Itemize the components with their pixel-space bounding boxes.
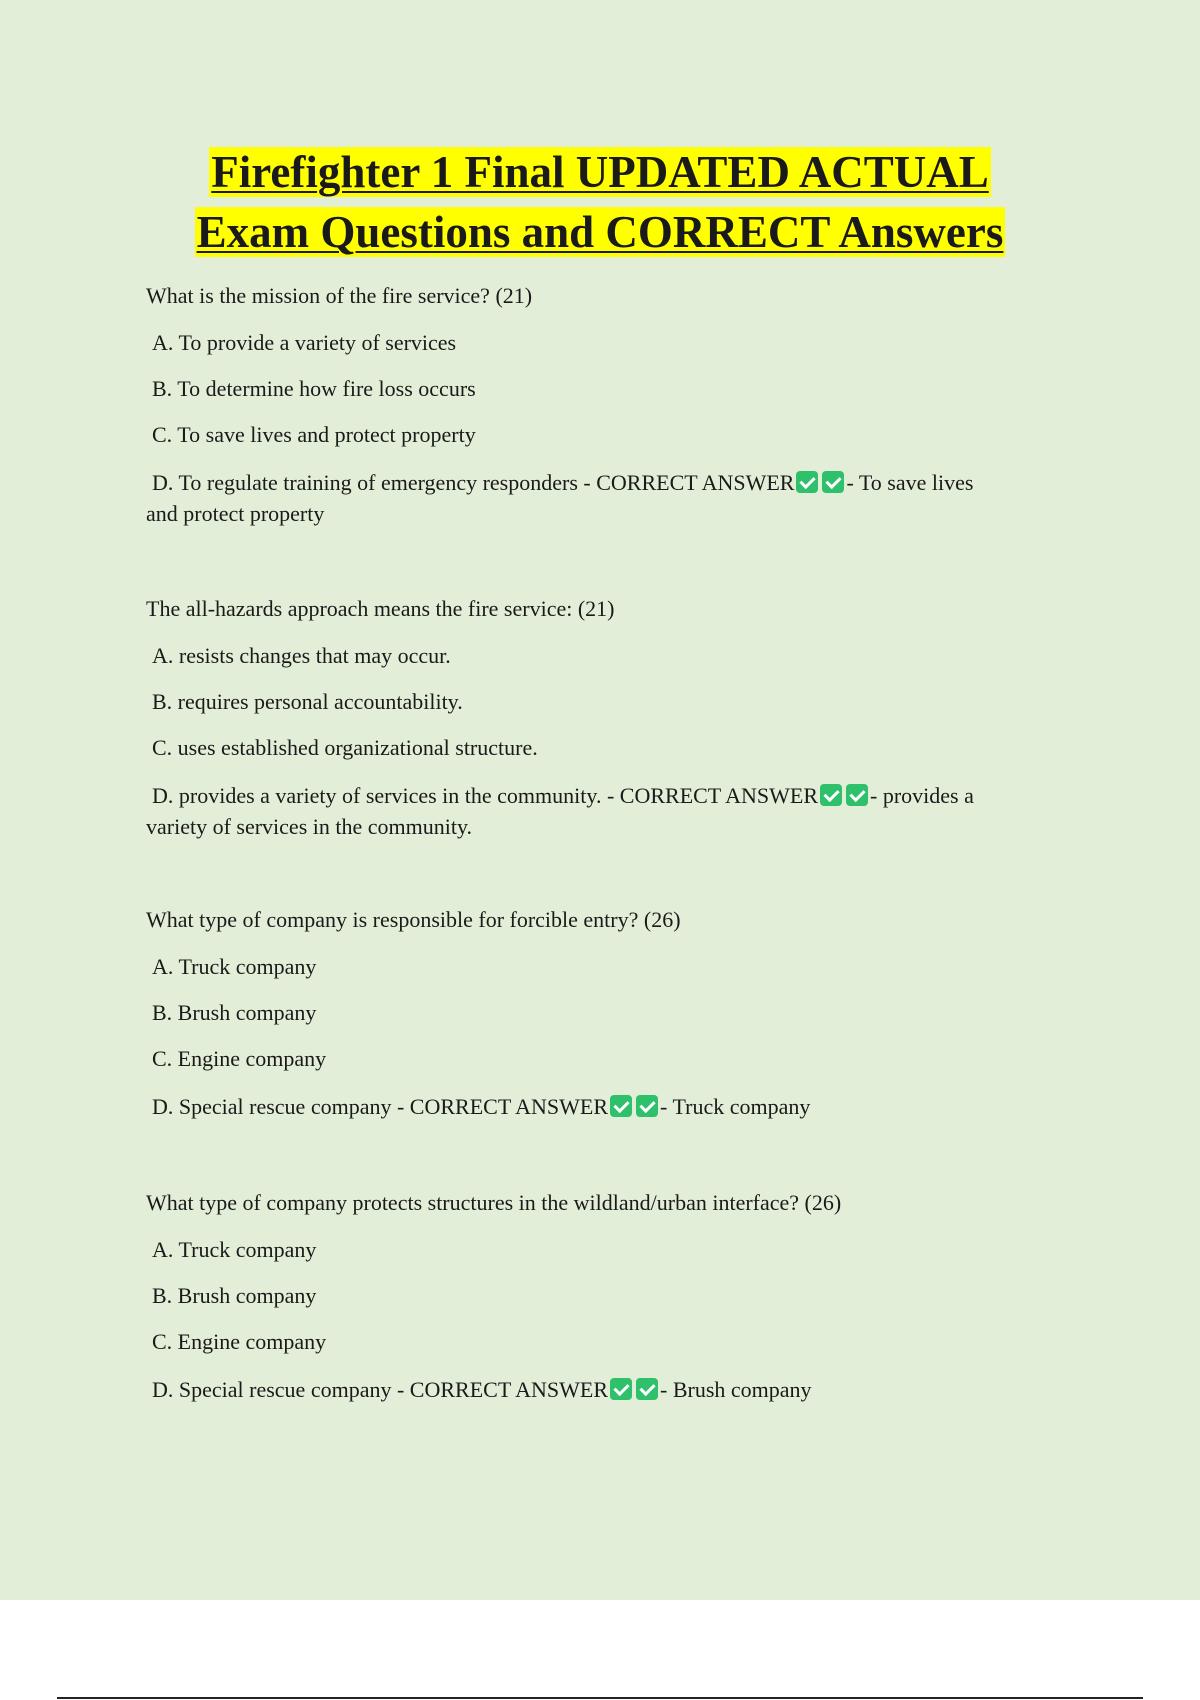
check-box-icon [610, 1378, 632, 1400]
correct-answer: - Truck company [660, 1094, 811, 1119]
option-d-with-answer [146, 1374, 1076, 1405]
footer-divider [57, 1697, 1143, 1699]
question-text: The all-hazards approach means the fire service: (21) [146, 596, 615, 621]
check-box-icon [610, 1095, 632, 1117]
correct-answer: - To save lives [846, 470, 974, 495]
option-d-with-answer [146, 1091, 1076, 1122]
question-text: What is the mission of the fire service? (21) [146, 283, 533, 308]
option-d-with-answer [146, 780, 1076, 842]
option-c: C. Engine company [152, 1329, 327, 1354]
option-c: C. To save lives and protect property [152, 422, 476, 447]
question-block-4 [146, 1187, 1076, 1405]
option-a: A. Truck company [152, 1237, 317, 1262]
check-box-icon [636, 1095, 658, 1117]
option-b: B. To determine how fire loss occurs [152, 376, 476, 401]
correct-answer-continuation: variety of services in the community. [146, 814, 473, 839]
correct-answer: - provides a [870, 783, 974, 808]
check-box-icon [796, 471, 818, 493]
option-b: B. Brush company [152, 1283, 317, 1308]
option-b: B. Brush company [152, 1000, 317, 1025]
question-text: What type of company protects structures in the wildland/urban interface? (26) [146, 1190, 842, 1215]
title-line-1: Firefighter 1 Final UPDATED ACTUAL [211, 147, 989, 197]
option-a: A. resists changes that may occur. [152, 643, 451, 668]
document-title [0, 142, 1200, 262]
check-box-icon [820, 784, 842, 806]
option-a: A. Truck company [152, 954, 317, 979]
question-block-1 [146, 280, 1076, 529]
check-box-icon [822, 471, 844, 493]
question-block-2 [146, 593, 1076, 842]
option-c: C. Engine company [152, 1046, 327, 1071]
option-c: C. uses established organizational structure. [152, 735, 538, 760]
correct-answer: - Brush company [660, 1377, 812, 1402]
option-a: A. To provide a variety of services [152, 330, 457, 355]
option-d: D. Special rescue company - CORRECT ANSWER [152, 1377, 609, 1402]
check-box-icon [846, 784, 868, 806]
question-block-3 [146, 904, 1076, 1122]
title-line-2: Exam Questions and CORRECT Answers [196, 207, 1004, 257]
option-d: D. provides a variety of services in the community. - CORRECT ANSWER [152, 783, 819, 808]
check-box-icon [636, 1378, 658, 1400]
option-b: B. requires personal accountability. [152, 689, 463, 714]
question-text: What type of company is responsible for forcible entry? (26) [146, 907, 681, 932]
option-d: D. To regulate training of emergency responders - CORRECT ANSWER [152, 470, 795, 495]
option-d-with-answer [146, 467, 1076, 529]
option-d: D. Special rescue company - CORRECT ANSWER [152, 1094, 609, 1119]
correct-answer-continuation: and protect property [146, 501, 325, 526]
